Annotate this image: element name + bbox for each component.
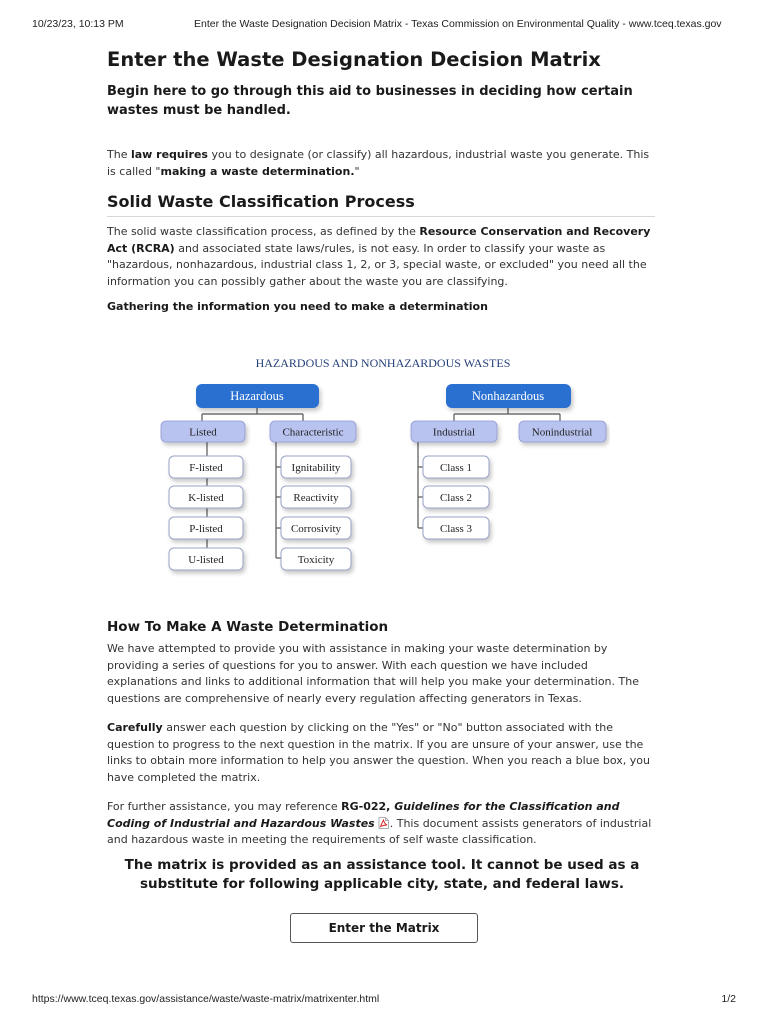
print-page-number: 1/2 (721, 993, 736, 1005)
industrial-label: Industrial (432, 426, 476, 439)
toxicity-label: Toxicity (297, 554, 335, 566)
class-1-label: Class 1 (439, 462, 473, 474)
law-post: " (354, 164, 360, 178)
how-paragraph-2-text: answer each question by clicking on the "Yes" or "No" button associated with the question to progress to the next question in the matrix. If you are unsure of your answer, use the links to obtain more information to help you answer the question. When you reach a blue box, you have completed the matrix. (107, 721, 650, 784)
classification-heading: Solid Waste Classification Process (107, 192, 655, 217)
main-content (107, 48, 655, 315)
f-listed-label: F-listed (189, 462, 223, 474)
listed-leaves (169, 456, 243, 570)
k-listed-node (169, 486, 243, 508)
page-title: Enter the Waste Designation Decision Matrix (107, 48, 601, 71)
ignitability-label: Ignitability (291, 462, 341, 474)
characteristic-node (270, 421, 356, 442)
print-page-title: Enter the Waste Designation Decision Matrix - Texas Commission on Environmental Quality - www.tceq.texas.gov (194, 18, 722, 30)
class-2-label: Class 2 (439, 492, 473, 504)
class-1-node (423, 456, 489, 478)
u-listed-node (169, 548, 243, 570)
listed-node (161, 421, 245, 442)
law-pre: The (107, 148, 131, 161)
law-paragraph (107, 147, 655, 180)
p-listed-label: P-listed (189, 523, 223, 535)
rg022-guidelines-link[interactable]: Guidelines for the Classification and Coding of Industrial and Hazardous Wastes (107, 800, 620, 830)
gathering-info-link[interactable]: Gathering the information you need to make a determination (107, 300, 488, 313)
diagram-connectors (202, 408, 560, 558)
classify-pre: The solid waste classification process, as defined by the (107, 225, 420, 238)
waste-determination-link[interactable]: making a waste determination. (160, 164, 355, 178)
intro-text: Begin here to go through this aid to businesses in deciding how certain wastes must be handled. (107, 84, 633, 118)
listed-label: Listed (189, 426, 217, 439)
how-to-heading: How To Make A Waste Determination (107, 619, 389, 635)
nonindustrial-node (519, 421, 606, 442)
rg022-code[interactable]: RG-022 (341, 800, 387, 813)
corrosivity-label: Corrosivity (290, 523, 342, 535)
how-paragraph-3 (107, 799, 657, 849)
waste-classification-diagram (160, 352, 610, 582)
ignitability-node (281, 456, 351, 478)
hazardous-node (196, 384, 319, 408)
toxicity-node (281, 548, 351, 570)
law-requires-link[interactable]: law requires (130, 148, 208, 161)
k-listed-label: K-listed (188, 492, 224, 504)
diagram-title: HAZARDOUS AND NONHAZARDOUS WASTES (255, 356, 511, 370)
characteristic-leaves (281, 456, 351, 570)
industrial-leaves (423, 456, 489, 539)
p-listed-node (169, 517, 243, 539)
nonhazardous-node (446, 384, 571, 408)
carefully-text: Carefully (107, 721, 163, 734)
reactivity-label: Reactivity (293, 492, 339, 504)
reactivity-node (281, 486, 351, 508)
diagram-svg (160, 352, 610, 582)
how-paragraph-1: We have attempted to provide you with assistance in making your waste determination by providing a series of questions for you to answer. With each question we have included explanations and links to additional information that will help you make your determination. The questions are comprehensive of nearly every regulation affecting generators in Texas. (107, 642, 639, 705)
print-datetime: 10/23/23, 10:13 PM (32, 18, 124, 30)
law-mid: you to designate (or classify) all hazardous, industrial waste you generate. This is called " (107, 148, 650, 178)
corrosivity-node (281, 517, 351, 539)
u-listed-label: U-listed (188, 554, 224, 566)
rcra-link[interactable]: Resource Conservation and Recovery Act (RCRA) (107, 225, 651, 255)
class-3-node (423, 517, 489, 539)
characteristic-label: Characteristic (282, 426, 344, 439)
pdf-icon[interactable] (378, 817, 389, 829)
classify-post: and associated state laws/rules, is not easy. In order to classify your waste as "hazardous, nonhazardous, industrial class 1, 2, or 3, special waste, or excluded" you need all the information you can possibly gather about the waste you are classifying. (107, 241, 647, 288)
reference-post: . This document assists generators of industrial and hazardous waste in meeting the requirements of self waste classification. (107, 816, 652, 846)
nonindustrial-label: Nonindustrial (531, 426, 593, 439)
reference-pre: For further assistance, you may reference (107, 800, 342, 813)
classification-paragraph (107, 224, 655, 290)
industrial-node (411, 421, 497, 442)
how-paragraph-2 (107, 720, 657, 786)
class-3-label: Class 3 (439, 523, 473, 535)
reference-sep: , (386, 800, 395, 813)
print-url: https://www.tceq.texas.gov/assistance/waste/waste-matrix/matrixenter.html (32, 993, 380, 1005)
how-to-body (107, 641, 657, 862)
nonhazardous-label: Nonhazardous (471, 389, 545, 403)
hazardous-label: Hazardous (230, 389, 284, 403)
disclaimer-text: The matrix is provided as an assistance tool. It cannot be used as a substitute for following applicable city, state, and federal laws. (124, 857, 640, 892)
f-listed-node (169, 456, 243, 478)
class-2-node (423, 486, 489, 508)
enter-matrix-button[interactable]: Enter the Matrix (290, 913, 478, 943)
